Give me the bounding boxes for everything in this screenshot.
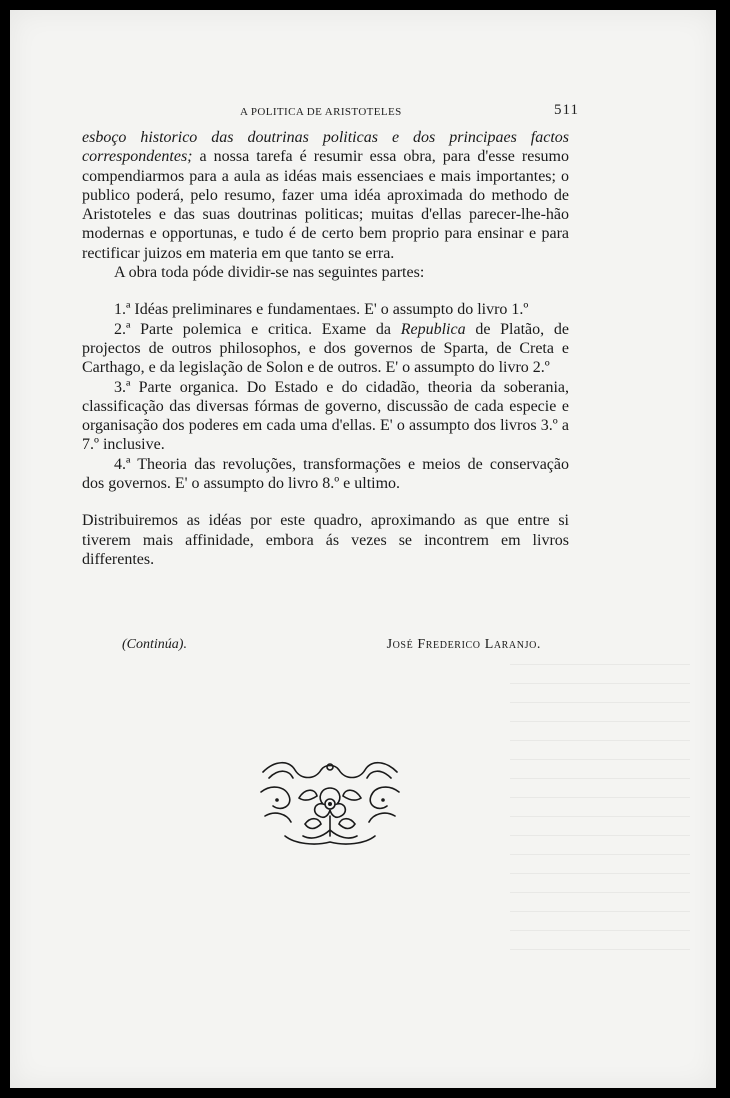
- paragraph-intro: [82, 128, 569, 263]
- intro-italic: esboço historico das doutrinas politicas e dos principaes factos correspondentes;: [82, 129, 569, 166]
- signature-line: [82, 637, 569, 657]
- part-3: 3.ª Parte organica. Do Estado e do cidadão, theoria da soberania, classificação das diversas fórmas de governo, discussão de cada especie e organisação dos poderes em cada uma d'ellas. E' o assumpto dos livros 3.º a 7.º inclusive.: [82, 378, 569, 454]
- paragraph-final: Distribuiremos as idéas por este quadro, aproximando as que entre si tiverem mais affinidade, embora ás vezes se incontrem em livros differentes.: [82, 512, 569, 568]
- part-1: 1.ª Idéas preliminares e fundamentaes. E' o assumpto do livro 1.º: [114, 301, 529, 319]
- continua-note: (Continúa).: [122, 637, 187, 652]
- part-2: [82, 320, 569, 378]
- page-number: 511: [554, 102, 579, 118]
- part-2-rest: de Platão, de projectos de outros philosophos, e dos governos de Sparta, de Creta e Carthago, e da legislação de Solon e de outros. E' o assumpto do livro 2.º: [82, 320, 569, 377]
- part-2-republica: Republica: [400, 320, 466, 338]
- part-4: 4.ª Theoria das revoluções, transformações e meios de conservação dos governos. E' o assumpto do livro 8.º e ultimo.: [82, 455, 569, 493]
- author-name: José Frederico Laranjo.: [386, 637, 541, 652]
- show-through: [510, 650, 690, 950]
- part-2-lead: 2.ª Parte polemica e critica. Exame da: [114, 320, 401, 338]
- intro-text: a nossa tarefa é resumir essa obra, para d'esse resumo compendiarmos para a aula as idéas mais essenciaes e mais importantes; o publico poderá, pelo resumo, fazer uma idéa aproximada do methodo de Aristoteles e das suas doutrinas politicas; muitas d'ellas parecer-lhe-hão modernas e opportunas, e tudo é de certo bem proprio para ensinar e para rectificar juizos em materia em que tanto se erra.: [82, 148, 569, 262]
- paragraph-division: A obra toda póde dividir-se nas seguintes partes:: [114, 264, 425, 282]
- body-text: [82, 128, 569, 569]
- running-header: [92, 102, 579, 123]
- running-title: A POLITICA DE ARISTOTELES: [240, 106, 402, 118]
- floral-tailpiece-icon: [255, 758, 405, 850]
